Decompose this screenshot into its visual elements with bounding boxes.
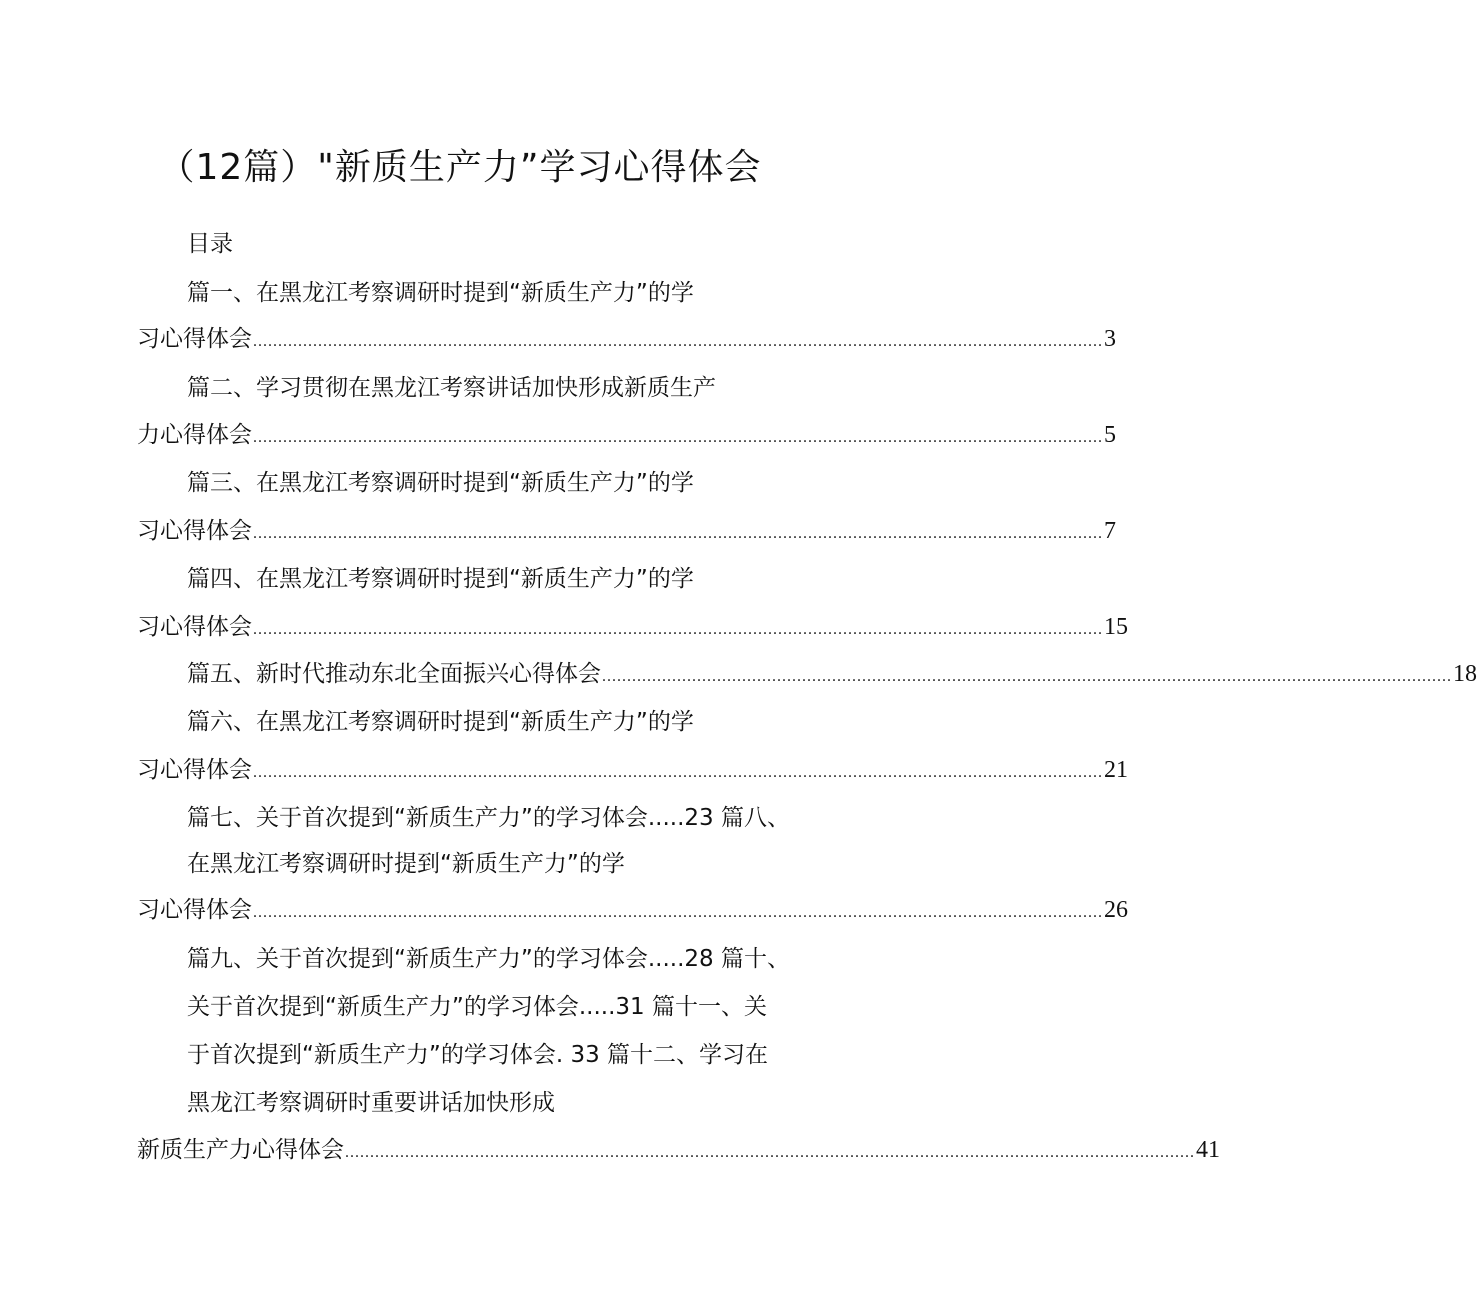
- toc-entry-4-line2: 习心得体会: [137, 614, 252, 640]
- toc-entry-8-line2: 习心得体会: [137, 897, 252, 923]
- toc-entry-4-line1: 篇四、在黑龙江考察调研时提到“新质生产力”的学: [187, 566, 694, 592]
- toc-entry-9-line1[interactable]: 篇九、关于首次提到“新质生产力”的学习体会.....28 篇十、: [187, 946, 790, 972]
- toc-entry-3-line1: 篇三、在黑龙江考察调研时提到“新质生产力”的学: [187, 470, 694, 496]
- dot-leader: ..........................................................................................................................................................................: [253, 764, 1103, 781]
- toc-entry-10-line1[interactable]: 关于首次提到“新质生产力”的学习体会.....31 篇十一、关: [187, 994, 767, 1020]
- toc-entry-2[interactable]: [137, 418, 1116, 455]
- toc-entry-8[interactable]: [137, 893, 1128, 930]
- toc-entry-6[interactable]: [137, 753, 1128, 790]
- toc-entry-1-page: 3: [1104, 326, 1116, 352]
- toc-entry-3-line2: 习心得体会: [137, 518, 252, 544]
- toc-entry-8-page: 26: [1104, 897, 1128, 923]
- toc-entry-2-line2: 力心得体会: [137, 422, 252, 448]
- toc-entry-1-line2: 习心得体会: [137, 326, 252, 352]
- toc-entry-5-page: 18: [1453, 661, 1477, 687]
- toc-entry-12-line1: 黑龙江考察调研时重要讲话加快形成: [187, 1090, 555, 1116]
- dot-leader: ..........................................................................................................................................................................: [253, 904, 1103, 921]
- toc-entry-2-page: 5: [1104, 422, 1116, 448]
- dot-leader: ..........................................................................................................................................................................: [602, 668, 1452, 685]
- toc-heading: 目录: [187, 231, 233, 257]
- toc-entry-7-line1[interactable]: 篇七、关于首次提到“新质生产力”的学习体会.....23 篇八、: [187, 805, 790, 831]
- toc-entry-1[interactable]: [137, 322, 1116, 359]
- toc-entry-6-line1: 篇六、在黑龙江考察调研时提到“新质生产力”的学: [187, 709, 694, 735]
- toc-entry-11-line1[interactable]: 于首次提到“新质生产力”的学习体会. 33 篇十二、学习在: [187, 1042, 769, 1068]
- toc-entry-12-line2: 新质生产力心得体会: [137, 1137, 344, 1163]
- toc-entry-6-line2: 习心得体会: [137, 757, 252, 783]
- document-title: （12篇）"新质生产力”学习心得体会: [158, 147, 762, 188]
- toc-entry-5[interactable]: [187, 657, 1477, 694]
- toc-entry-8-line1: 在黑龙江考察调研时提到“新质生产力”的学: [187, 851, 625, 877]
- dot-leader: ..........................................................................................................................................................................: [253, 429, 1103, 446]
- toc-entry-12-page: 41: [1196, 1137, 1220, 1163]
- toc-entry-3-page: 7: [1104, 518, 1116, 544]
- toc-entry-6-page: 21: [1104, 757, 1128, 783]
- dot-leader: ..........................................................................................................................................................................: [253, 333, 1103, 350]
- toc-entry-4[interactable]: [137, 610, 1128, 647]
- toc-entry-5-line: 篇五、新时代推动东北全面振兴心得体会: [187, 661, 601, 687]
- toc-entry-1-line1: 篇一、在黑龙江考察调研时提到“新质生产力”的学: [187, 280, 694, 306]
- toc-entry-4-page: 15: [1104, 614, 1128, 640]
- toc-entry-12[interactable]: [137, 1133, 1220, 1170]
- dot-leader: ..........................................................................................................................................................................: [253, 525, 1103, 542]
- toc-entry-3[interactable]: [137, 514, 1116, 551]
- toc-entry-2-line1: 篇二、学习贯彻在黑龙江考察讲话加快形成新质生产: [187, 375, 716, 401]
- dot-leader: ..........................................................................................................................................................................: [253, 621, 1103, 638]
- dot-leader: ..........................................................................................................................................................................: [345, 1144, 1195, 1161]
